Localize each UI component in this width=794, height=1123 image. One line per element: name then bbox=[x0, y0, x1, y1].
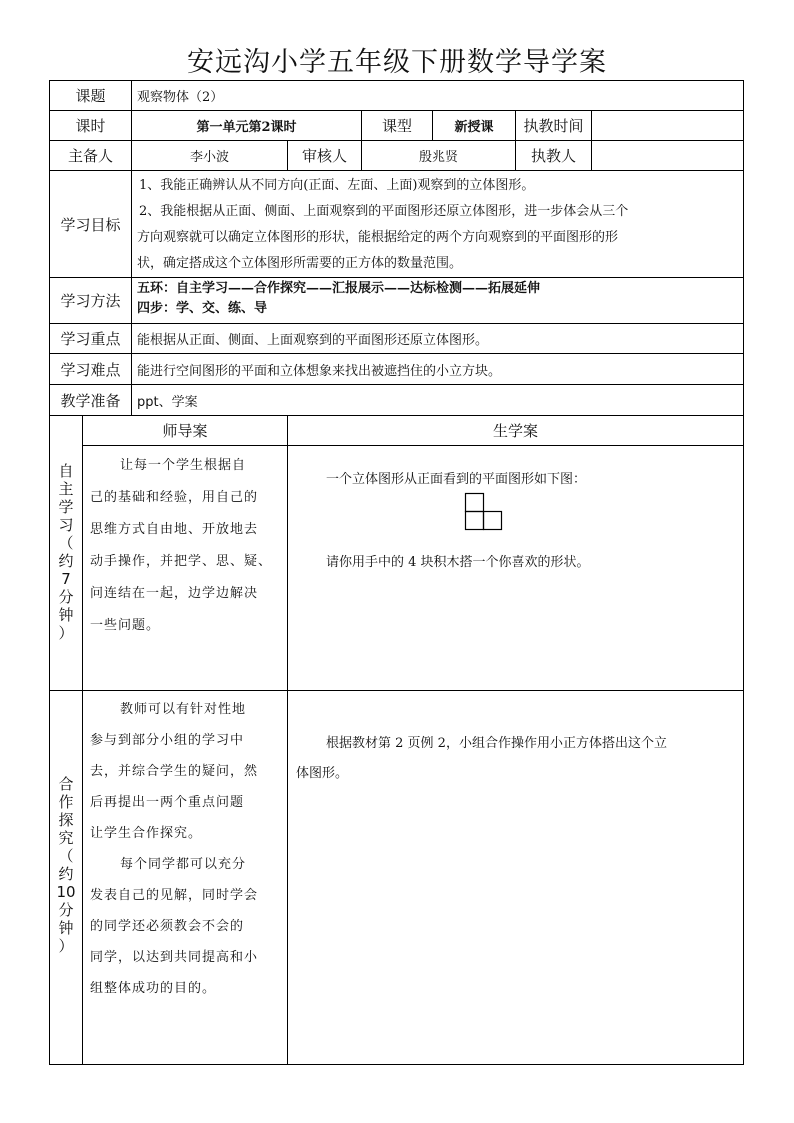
page-title: 安远沟小学五年级下册数学导学案 bbox=[187, 47, 607, 78]
teacher-value bbox=[592, 141, 743, 170]
coop-label: 合 作 探 究 （ 约 10 分 钟 ） bbox=[56, 775, 76, 955]
self-study-student-line-1: 一个立体图形从正面看到的平面图形如下图： bbox=[326, 472, 587, 487]
student-column-header: 生学案 bbox=[492, 422, 538, 440]
goals-label: 学习目标 bbox=[60, 215, 121, 234]
method-label: 学习方法 bbox=[60, 292, 121, 310]
difficulty-label: 学习难点 bbox=[60, 360, 121, 379]
key-point-value: 能根据从正面、侧面、上面观察到的平面图形还原立体图形。 bbox=[137, 333, 489, 348]
topic-label: 课题 bbox=[75, 87, 106, 105]
reviewer-value: 殷兆贤 bbox=[418, 150, 458, 165]
type-label: 课型 bbox=[381, 117, 412, 135]
difficulty-value: 能进行空间图形的平面和立体想象来找出被遮挡住的小立方块。 bbox=[137, 363, 502, 379]
time-value bbox=[592, 111, 743, 140]
goal-line: 方向观察就可以确定立体图形的形状，能根据给定的两个方向观察到的平面图形的形 bbox=[137, 230, 619, 245]
self-study-student-line-2: 请你用手中的 4 块积木搭一个你喜欢的形状。 bbox=[326, 555, 590, 570]
method-line-1: 五环：自主学习——合作探究——汇报展示——达标检测——拓展延伸 bbox=[137, 281, 541, 296]
coop-student-line-1: 根据教材第 2 页例 2，小组合作操作用小正方体搭出这个立 bbox=[326, 736, 667, 751]
author-label: 主备人 bbox=[67, 147, 113, 165]
time-label: 执教时间 bbox=[523, 117, 584, 135]
goal-line: 1、我能正确辨认从不同方向(正面、左面、上面)观察到的立体图形。 bbox=[139, 178, 535, 193]
coop-teacher-text: 教师可以有针对性地 参与到部分小组的学习中 去，并综合学生的疑问，然 后再提出一两个重点问题 让学生合作探究。 每个同学都可以充分 发表自己的见解，同时学会 的同学还必须教会不会的 同学，以达到共同提高和小 组整体成功的目的。 bbox=[90, 702, 259, 996]
topic-value: 观察物体（2） bbox=[137, 90, 224, 105]
prep-value: ppt、学案 bbox=[137, 394, 198, 410]
method-line-2: 四步：学、交、练、导 bbox=[137, 301, 268, 316]
teacher-column-header: 师导案 bbox=[162, 422, 208, 440]
prep-label: 教学准备 bbox=[60, 391, 121, 410]
method-text bbox=[137, 279, 741, 319]
coop-student-line-2: 体图形。 bbox=[296, 766, 349, 781]
goal-line: 2、我能根据从正面、侧面、上面观察到的平面图形还原立体图形，进一步体会从三个 bbox=[139, 204, 629, 219]
goals-text bbox=[137, 173, 741, 277]
self-study-label: 自 主 学 习 （ 约 7 分 钟 ） bbox=[58, 462, 74, 642]
reviewer-label: 审核人 bbox=[301, 147, 347, 165]
author-value: 李小波 bbox=[189, 150, 229, 165]
period-label: 课时 bbox=[75, 117, 106, 135]
front-view-figure bbox=[464, 492, 504, 532]
key-point-label: 学习重点 bbox=[60, 330, 121, 348]
teacher-label: 执教人 bbox=[530, 147, 576, 165]
self-study-teacher-text: 让每一个学生根据自 己的基础和经验，用自己的 思维方式自由地、开放地去 动手操作，并把学、思、疑、 问连结在一起，边学边解决 一些问题。 bbox=[90, 458, 273, 633]
goal-line: 状，确定搭成这个立体图形所需要的正方体的数量范围。 bbox=[137, 256, 463, 271]
type-value: 新授课 bbox=[454, 120, 494, 135]
period-value: 第一单元第2课时 bbox=[196, 120, 297, 135]
